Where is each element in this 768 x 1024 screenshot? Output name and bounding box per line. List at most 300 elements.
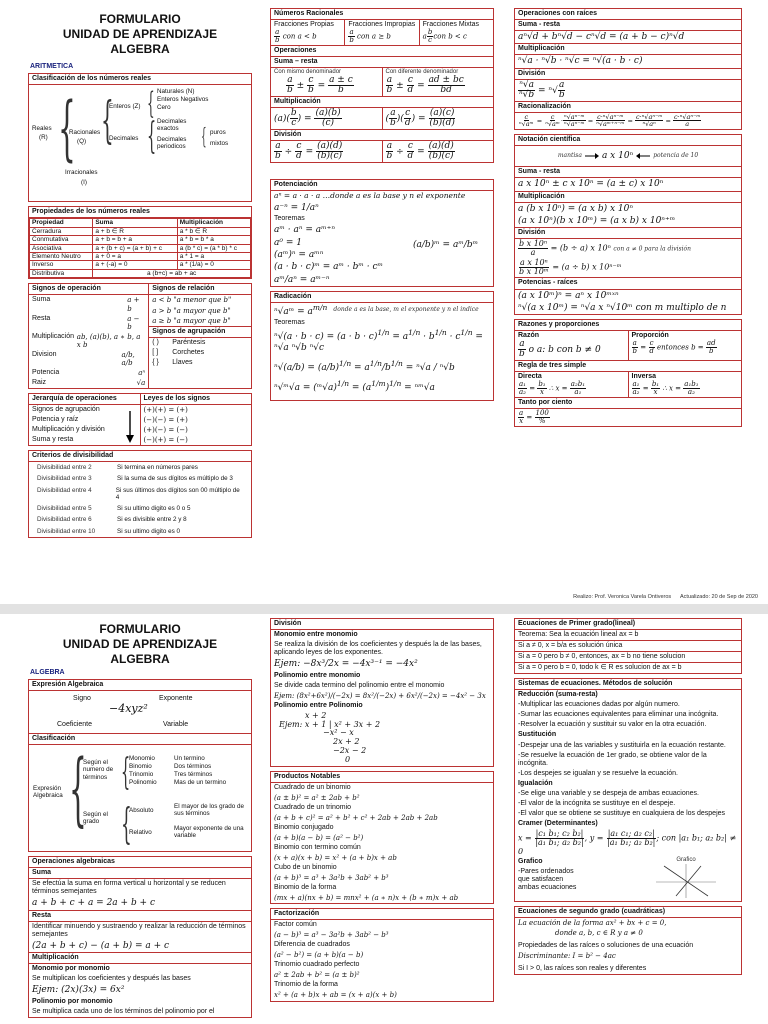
cell: a + (-a) = 0 [93,261,177,269]
theorem-row: Si a = 0 pero b ≠ 0, entonces, ax = b no tiene solucion [515,652,741,663]
theorems-label: Teoremas [274,319,305,327]
formula: Ejem: (8x²+6x²)/(−2x) = 8x²/(−2x) + 6x²/(−2x) = −4x² − 3x [274,691,486,700]
label-exponent: Exponente [159,695,193,703]
product-formula: (a + b)³ = a³ + 3a²b + 3ab² + b³ [274,873,389,882]
potentiation [270,179,494,287]
relation-row: a ≥ b "a mayor que b" [149,316,251,327]
sub-header: Suma - resta [515,20,741,31]
divisibility-criteria [28,450,252,538]
criterion-label: Divisibilidad entre 4 [37,486,92,494]
hierarchy-row: Potencia y raíz [32,416,79,424]
radication: Radicación ⁿ√aᵐ = $a^{m/n}$ donde a es la base, m el exponente y n el indice Teoremas $^n√(a \cdot b \cdot c) = (a \cdot b \cdot c)^{1/n} = a^{1/n} \cdot b^{1/n} \cdot c^{1/n} = ^n√a$ ⁿ√b ⁿ√c $^n√(a/b) = (a/b)^{1/n} = a^{1/n}/b^{1/n} = ^n√a / ^n√b$ ⁿ√ᵐ√a = (ᵐ√a)$^{1/n}$ = $(a^{1/m})^{1/n}$ = ⁿᵐ√a [270,291,494,401]
sheet-algebra [0,604,768,1024]
group-name: Corchetes [172,348,205,356]
sub-header: Polinomio entre Polinomio [274,701,363,709]
sub-header: Multiplicación [29,952,251,964]
label-puros: puros [210,129,226,137]
label-variable: Variable [163,721,189,729]
hierarchy-row: Signos de agrupación [32,405,100,413]
factor-formula: (a − b)³ = a³ − 3a²b + 3ab² − b³ [274,931,389,940]
step: -Los despejes se igualan y se resuelve la ecuación. [518,769,678,777]
step: -El valor que se obtiene se sustituye en cualquiera de los despejes [518,809,726,817]
cell: a + b = b + a [93,236,177,244]
brace-icon: { [147,116,157,158]
algebraic-expression [28,679,252,852]
product-formula: (x + a)(x + b) = x² + (a + b)x + ab [274,853,397,862]
label-irracionales: Irracionales [65,169,98,177]
group-symbol: ( ) [152,338,159,346]
classification-tree [29,742,251,851]
signs-box [28,283,252,389]
criterion-text: Si termina en números pares [117,464,198,472]
box-header: Números Racionales [271,9,493,20]
operation-signs [29,284,148,388]
cell: a (b+c) = ab + ac [93,269,251,277]
desc: Mas de un termino [174,779,227,787]
formula: a + b + c + a = 2a + b + c [32,898,156,909]
arrow-down-icon [126,411,134,443]
factor-formula: a² ± 2ab + b² = (a ± b)² [274,971,360,980]
box-header: Leyes de los signos [141,394,252,405]
box-header: Clasificación de los números reales [29,74,251,85]
criterion-text: Si su ultimo digito es 0 o 5 [117,505,191,513]
formula: o a: b con b ≠ 0 [528,345,601,356]
sign-formula: a/b, a/b [121,350,135,367]
cell: Inverso [30,261,93,269]
proportion-label: Proporción [631,332,669,340]
label-sign: Signo [73,695,91,703]
desc: El mayor de los grado de sus términos [174,803,245,818]
text: Se multiplica cada uno de los términos del polinomio por el [32,1007,215,1015]
product-name: Binomio conjugado [274,823,334,831]
label-decimales-exactos: Decimales exactos [157,118,187,133]
cell: a * (1/a) = 0 [177,261,250,269]
formula: = (a ÷ b) x 10ⁿ⁻ᵐ [552,262,622,272]
factor-formula: (a² − b²) = (a + b)(a − b) [274,951,364,960]
brace-icon: { [201,125,207,151]
real-number-properties [28,206,252,279]
formula: (2a + b + c) − (a + b) = a + c [32,940,170,951]
box-header: Factorización [271,909,493,920]
box-header: Potenciación [271,180,493,191]
ratio-label: Razón [518,332,539,340]
rational-numbers: Números Racionales Fracciones Propias $\frac{a}{b}$ con a < b Fracciones Impropias $\frac{a}{b}$ con a ≥ b Fracciones Mixtas a $\frac{b}{c}$ con b < c Operaciones Suma – resta Con mismo denominador $\frac{a}{b}$ ± $\frac{c}{b}$ = $\frac{a \pm c}{b}$ Con diferente denominador $\frac{a}{b}$ ± $\frac{c}{d}$ = $\frac{ad \pm bc}{bd}$ Multiplicación (a)( $\frac{b}{c}$ ) = $\frac{(a)(b)}{(c)}$ ( $\frac{a}{b}$ )( $\frac{c}{d}$ ) = $\frac{(a)(c)}{(b)(d)}$ División $\frac{a}{b}$ ÷ $\frac{c}{d}$ = $\frac{(a)(d)}{(b)(c)}$ $\frac{a}{b}$ ÷ $\frac{c}{d}$ = $\frac{(a)(d)}{(b)(c)}$ [270,8,494,163]
formula: (a x 10ⁿ)(b x 10ᵐ) = (a x b) x 10ⁿ⁺ᵐ [515,215,741,228]
title-line-1: FORMULARIO [99,12,181,26]
cell: a + b ∈ R [93,227,177,235]
brace-icon: { [121,799,132,849]
footer-date: Actualizado: 20 de Sep de 2020 [680,593,758,600]
sign-name: Raiz [32,378,47,386]
rule: aᵐ · aⁿ = aᵐ⁺ⁿ [274,225,336,236]
label-mixtos: mixtos [210,140,229,148]
term: −4xyz² [109,702,148,716]
label-racionales: Racionales [69,129,101,137]
product-name: Binomio de la forma [274,884,337,892]
brace-icon: { [101,91,114,150]
brace-icon: { [69,742,87,836]
sheet-title [28,618,252,669]
factorization [270,908,494,1001]
sub-header: Resta [29,910,251,922]
cell: Elemento Neutro [30,253,93,261]
different-denominator: Con diferente denominador [385,69,459,76]
notation-core: a x 10ⁿ [601,150,634,161]
cell: Cerradura [30,227,93,235]
group-name: Llaves [172,358,193,366]
fraction-condition: con a < b [282,32,317,41]
product-formula: (a ± b)² = a² ± 2ab + b² [274,793,360,802]
hierarchy-row: Suma y resta [32,436,74,444]
product-formula: (a + b + c)² = a² + b² + c² + 2ab + 2ab + 2ab [274,813,438,822]
label-root: Expresión Algebraica [33,785,63,800]
direct-label: Directa [518,373,542,381]
brace-icon: { [121,752,131,794]
formula: (a x 10ᵐ)ⁿ = aⁿ x 10ᵐˣⁿ [518,290,619,301]
label-trinomio: Trinomio [129,771,154,779]
notable-products [270,771,494,905]
sum-header: Suma – resta [271,56,493,68]
cell: a + (b + c) = (a + b) + c [93,244,177,252]
footer-author: Realizo: Prof. Veronica Varela Ontiveros [573,593,672,600]
factor-name: Trinomio cuadrado perfecto [274,961,360,969]
text: Se realiza la división de los coeficientes y después la de las bases, aplicando leyes de los exponentes. [274,641,482,657]
desc: Dos términos [174,763,212,771]
method-header: Sustitución [518,731,557,739]
label-coefficient: Coeficiente [57,721,93,729]
factor-name: Factor común [274,921,317,929]
division-line: 2x + 2 [333,737,360,747]
box-header: Jerarquía de operaciones [29,394,140,405]
theorems-label: Teoremas [274,215,305,223]
box-header: Ecuaciones de segundo grado (cuadráticas) [515,907,741,918]
criterion-text: Si es divisible entre 2 y 8 [117,516,187,524]
cell: a * 1 = a [177,253,250,261]
law-row: (+)(−) = (−) [143,426,188,435]
col-header: Propiedad [30,219,93,227]
law-row: (−)(+) = (−) [143,436,188,445]
factor-formula: x² + (a + b)x + ab = (x + a)(x + b) [274,991,397,1000]
hierarchy-row: Multiplicación y división [32,426,105,434]
sub-header: Multiplicación [515,44,741,55]
criterion-label: Divisibilidad entre 6 [37,516,92,524]
cell: a + 0 = a [93,253,177,261]
step: -Se elige una variable y se despeja de ambas ecuaciones. [518,789,699,797]
sub-header: Polinomio entre monomio [274,671,361,679]
relation-row: a < b "a menor que b" [152,296,232,305]
division-note: con a ≠ 0 para la división [613,245,692,253]
cell: a (b * c) = (a * b) * c [177,244,250,252]
rule: aᵐ/aⁿ = aᵐ⁻ⁿ [274,274,330,285]
theorem-row: Si a = 0 pero b = 0, todo k ∈ R es solucion de ax = b [518,664,682,672]
definition: aⁿ = a · a · a …donde a es la base y n el exponente [274,191,466,201]
arrow-left-icon [636,153,650,159]
graph-icon [656,864,716,898]
root-operations: Operaciones con raíces Suma - resta aⁿ√d + bⁿ√d − cⁿ√d = (a + b − c)ⁿ√d Multiplicación ⁿ√a · ⁿ√b · ⁿ√c = ⁿ√(a · b · c) División $\frac{\text{ⁿ√a}}{\text{ⁿ√b}}$ = ⁿ√ $\frac{a}{b}$ Racionalización $\frac{c}{\text{ⁿ√aᵐ}}$ = $\frac{c}{\text{ⁿ√aᵐ}}$ · $\frac{\text{ⁿ√aⁿ⁻ᵐ}}{\text{ⁿ√aⁿ⁻ᵐ}}$ = $\frac{\text{c·ⁿ√aⁿ⁻ᵐ}}{\text{ⁿ√aᵐ⁺ⁿ⁻ᵐ}}$ = $\frac{\text{c·ⁿ√aⁿ⁻ᵐ}}{\text{ⁿ√aⁿ}}$ = $\frac{\text{c·ⁿ√aⁿ⁻ᵐ}}{a}$ [514,8,742,130]
group-symbol: { } [152,358,159,366]
rule: a⁰ = 1 [274,237,302,248]
box-header: Sistemas de ecuaciones. Métodos de solución [515,679,741,690]
sub-header: Monomio entre monomio [274,631,358,639]
division [270,618,494,767]
label-reales: Reales [32,125,52,133]
desc: Mayor exponente de una variable [174,825,244,840]
sign-formula: aⁿ [138,368,146,377]
ratios-proportions: Razones y proporciones Razón $\frac{a}{b}$ o a: b con b ≠ 0 Proporción $\frac{a}{b}$ = $\frac{c}{d}$ entonces b = $\frac{ad}{b}$ Regla de tres simple Directa $\frac{\text{a₁}}{\text{a₂}}$ = $\frac{\text{b₁}}{x}$ ∴ x = $\frac{\text{a₂b₁}}{\text{a₁}}$ Inversa $\frac{\text{a₁}}{\text{a₂}}$ = $\frac{\text{b₁}}{x}$ ∴ x = $\frac{\text{a₁b₁}}{\text{a₂}}$ Tanto por ciento $\frac{a}{x}$ = $\frac{100}{\%}$ [514,319,742,427]
step: -Pares ordenados que satisfacen ambas ecuaciones [518,868,577,892]
div-header: División [271,129,493,141]
equation-systems: Sistemas de ecuaciones. Métodos de solución Reducción (suma-resta) -Multiplicar las ecuaciones dadas por algún numero. -Sumar las ecuaciones equivalentes para eliminar una incógnita. -Resolver la ecuación y sustituir su valor en la otra ecuación. Sustitución -Despejar una de las variables y sustituirla en la ecuación restante. -Se resuelve la ecuación de 1er grado, se obtiene valor de la incógnita. -Los despejes se igualan y se resuelve la ecuación. Igualación -Se elige una variable y se despeja de ambas ecuaciones. -El valor de la incógnita se sustituye en el despeje. -El valor que se obtiene se sustituye en cualquiera de los despejes Cramer (Determinantes) x = $\frac{\text{|c₁ b₁; c₂ b₂|}}{\text{|a₁ b₁; a₂ b₂|}}$ , y = $\frac{\text{|a₁ c₁; a₂ c₂|}}{\text{|a₁ b₁; a₂ b₂|}}$ ; con |a₁ b₁; a₂ b₂| ≠ 0 Grafico -Pares ordenados que satisfacen ambas ecuaciones Grafico [514,678,742,902]
same-denominator: Con mismo denominador [274,69,342,76]
sign-laws [140,394,252,445]
table-row [30,244,251,252]
rule: (a · b · c)ᵐ = aᵐ · bᵐ · cᵐ [274,262,384,273]
power-label: potencia de 10 [653,151,699,159]
sign-formula: ab, (a)(b), a ∗ b, a x b [76,332,141,349]
theorem-row: Si a ≠ 0, x = b/a es solución única [515,641,741,652]
text-row: La ecuación de la forma ax² + bx + c = 0, [518,919,667,928]
title-line-3: ALGEBRA [110,652,170,666]
text: Se efectúa la suma en forma vertical u horizontal y se reducen términos semejantes [32,880,226,896]
criterion-text: Si la suma de sus dígitos es múltiplo de 3 [117,475,233,483]
section-label: ARITMETICA [30,63,74,70]
sub-header: Multiplicación [515,192,741,203]
box-header: Propiedades de los números reales [29,207,251,218]
label-absoluto: Absoluto [129,807,154,815]
arrow-right-icon [585,153,599,159]
label-decimales-periodicos: Decimales periodicos [157,136,187,151]
box-header: Productos Notables [271,772,493,783]
factor-name: Trinomio de la forma [274,981,338,989]
expression-diagram [29,691,251,733]
definition: donde a es la base, m el exponente y n el indice [333,306,479,314]
column-1 [28,8,252,604]
formula: Ejem: −8x³/2x = −4x³⁻¹ = −4x² [274,659,418,670]
title-line-1: FORMULARIO [99,622,181,636]
text-row: Si I > 0, las raíces son reales y diferentes [518,965,647,973]
sign-name: Suma [32,296,51,304]
sub-header: Potencias - raíces [515,278,741,289]
section-label: ALGEBRA [30,669,65,676]
sign-name: Multiplicación [32,332,75,340]
formula: entonces b = [657,343,704,352]
label-racionales-sym: (Q) [77,138,87,146]
box-header: Radicación [271,292,493,303]
desc: Un termino [174,755,205,763]
classification-tree [29,85,251,201]
criterion-label: Divisibilidad entre 5 [37,505,92,513]
label-relativo: Relativo [129,829,152,837]
text: Se multiplican los coeficientes y después las bases [32,975,191,983]
text-row: Discriminante: I = b² − 4ac [518,952,616,961]
sheet-title [28,8,252,63]
desc: Tres términos [174,771,213,779]
column-3 [514,618,742,1024]
fraction-power-rule: (a/b)ᵐ = aᵐ/bᵐ [413,239,479,250]
table-row [30,227,251,235]
real-numbers-classification [28,73,252,202]
product-name: Binomio con termino común [274,843,361,851]
column-2 [270,618,494,1024]
sign-formula: a − b [127,314,140,331]
label-decimales: Decimales [109,135,139,143]
sub-header: Tanto por ciento [515,397,741,409]
criterion-label: Divisibilidad entre 10 [37,527,96,535]
sub-header: Suma - resta [515,167,741,178]
group-symbol: [ ] [152,348,159,356]
box-header: Ecuaciones de Primer grado(lineal) [515,619,741,630]
text-row: Propiedades de las raíces o soluciones de una ecuación [518,942,694,950]
label-polinomio: Polinomio [129,779,157,787]
relation-row: a > b "a mayor que b" [152,306,231,315]
step: -Sumar las ecuaciones equivalentes para eliminar una incógnita. [518,711,719,719]
formula: a (b x 10ⁿ) = (a x b) x 10ⁿ [518,203,634,214]
operation-hierarchy [29,394,140,445]
rule: a⁻ⁿ = 1/aⁿ [274,202,319,213]
division-line: 0 [345,754,351,764]
formula: Ejem: (2x)(3x) = 6x² [32,985,125,996]
formula: ⁿ√(a x 10ᵐ) = ⁿ√a x ⁿ√10ᵐ con m multiplo de n [518,302,727,313]
cell: Conmutativa [30,236,93,244]
inverse-label: Inversa [631,373,657,381]
formula: aⁿ√d + bⁿ√d − cⁿ√d = (a + b − c)ⁿ√d [515,31,741,44]
group-name: Paréntesis [172,338,206,346]
sign-name: Division [32,350,57,358]
criterion-label: Divisibilidad entre 3 [37,475,92,483]
mantissa-label: mantisa [557,151,582,159]
sub-header: División [515,228,741,239]
box-header: Expresión Algebraica [29,680,251,691]
sub-header: División [515,69,741,80]
criterion-text: Si su ultimo digito es 0 [117,527,180,535]
sign-formula: a + b [127,296,140,313]
mult-header: Multiplicación [271,96,493,108]
step: -El valor de la incógnita se sustituye en el despeje. [518,799,676,807]
product-name: Cuadrado de un binomio [274,783,351,791]
method-header: Reducción (suma-resta) [518,691,598,699]
product-name: Cuadrado de un trinomio [274,803,352,811]
cell: a * b ∈ R [177,227,250,235]
table-row [30,236,251,244]
law-row: (−)(−) = (+) [143,416,188,425]
linear-equations [514,618,742,674]
operations-header: Operaciones [271,45,493,56]
sub-header: Monomio por monomio [32,965,110,973]
fraction-type: Fracciones Propias [274,21,334,29]
box-header: Notación científica [515,135,741,146]
example-label: Ejem: [279,719,303,729]
method-header: Grafico [518,858,543,866]
column-1 [28,618,252,1024]
law-row: (+)(+) = (+) [143,405,188,414]
label-reales-sym: (R) [39,134,48,142]
scientific-notation: Notación científica mantisa a x 10ⁿ potencia de 10 Suma - resta a x 10ⁿ ± c x 10ⁿ = (a ± c) x 10ⁿ Multiplicación a (b x 10ⁿ) = (a x b) x 10ⁿ (a x 10ⁿ)(b x 10ᵐ) = (a x b) x 10ⁿ⁺ᵐ División $\frac{\text{b x 10ⁿ}}{a}$ = (b ÷ a) x 10ⁿ con a ≠ 0 para la división $\frac{\text{a x 10ⁿ}}{\text{b x 10ᵐ}}$ = (a ÷ b) x 10ⁿ⁻ᵐ Potencias - raíces (a x 10ᵐ)ⁿ = aⁿ x 10ᵐˣⁿ ⁿ√(a x 10ᵐ) = ⁿ√a x ⁿ√10ᵐ con m multiplo de n [514,134,742,315]
col-header: Multiplicación [177,219,250,227]
relation-signs [148,284,251,388]
product-formula: (mx + a)(nx + b) = mnx² + (a ∗ n)x + (b ∗ m)x + ab [274,894,459,903]
properties-table [29,218,251,278]
label-binomio: Binomio [129,763,152,771]
division-line: x + 1 | x² + 3x + 2 [304,719,381,729]
hierarchy-box [28,393,252,446]
product-formula: (a + b)(a − b) = (a² − b²) [274,833,364,842]
step: -Multiplicar las ecuaciones dadas por algún numero. [518,701,680,709]
factor-name: Diferencia de cuadrados [274,941,350,949]
column-3 [514,8,742,604]
sub-header: Polinomio por monomio [32,997,113,1005]
fraction-type: Fracciones Impropias [348,21,416,29]
product-name: Cubo de un binomio [274,863,337,871]
sign-formula: √a [136,378,146,387]
brace-icon: { [58,87,76,170]
division-line: x + 2 [305,710,327,720]
division-line: −x² − x [323,728,354,738]
cell: a * b = b * a [177,236,250,244]
label-naturales: Naturales (N) [157,88,195,96]
step: -Despejar una de las variables y sustituirla en la ecuación restante. [518,741,726,749]
table-row [30,261,251,269]
rule: (aᵐ)ⁿ = aᵐⁿ [274,249,324,260]
label-enteros-negativos: Enteros Negativos [157,96,209,104]
quadratic-equations [514,906,742,975]
fraction-condition: con a ≥ b [357,32,391,41]
theorem-row: Teorema: Sea la ecuación lineal ax = b [515,630,741,641]
label-enteros: Enteros (Z) [109,103,141,111]
box-header: Clasificación [29,733,251,745]
method-header: Cramer (Determinantes) [518,819,598,827]
division-line: −2x − 2 [333,745,367,755]
table-row [30,253,251,261]
box-header: Operaciones algebraicas [29,857,251,868]
title-line-2: UNIDAD DE APRENDIZAJE [62,27,218,41]
label-by-degree: Según el grado [83,811,108,826]
col-header: Suma [93,219,177,227]
label-irracionales-sym: (I) [81,179,87,187]
step: -Se resuelve la ecuación de 1er grado, se obtiene valor de la incógnita. [518,751,707,767]
criterion-label: Divisibilidad entre 2 [37,464,92,472]
footer [573,594,758,600]
criterion-text: Si sus últimos dos dígitos son 00 múltiplo de 4 [115,486,240,501]
text-row: donde a, b, c ∈ R y a ≠ 0 [555,929,643,938]
algebraic-operations [28,856,252,1018]
cell: Asociativa [30,244,93,252]
text: Se divide cada termino del polinomio entre el monomio [274,681,445,689]
box-header: Signos de operación [29,284,148,295]
graph-title: Grafico [676,857,696,864]
sign-name: Resta [32,314,51,322]
box-header: División [271,619,493,630]
box-header: Criterios de divisibilidad [29,451,251,462]
box-header: Signos de agrupación [149,327,251,338]
method-header: Igualación [518,779,553,787]
graph-thumbnail [651,857,741,901]
fraction-condition: con b < c [433,32,467,41]
sub-header: Racionalización [515,102,741,113]
label-by-terms: Según el numero de términos [83,759,114,781]
box-header: Operaciones con raíces [515,9,741,20]
sub-header: Regla de tres simple [515,360,741,372]
step: -Resolver la ecuación y sustituir su valor en la otra ecuación. [518,721,707,729]
title-line-2: UNIDAD DE APRENDIZAJE [62,637,218,651]
column-2 [270,8,494,604]
fraction-type: Fracciones Mixtas [422,21,480,29]
formula: a x 10ⁿ ± c x 10ⁿ = (a ± c) x 10ⁿ [515,178,741,191]
formula: ⁿ√a · ⁿ√b · ⁿ√c = ⁿ√(a · b · c) [515,55,741,68]
table-row [30,269,251,277]
label-cero: Cero [157,104,171,112]
title-line-3: ALGEBRA [110,42,170,56]
text: Identificar minuendo y sustraendo y realizar la reducción de términos semejantes [32,922,246,938]
